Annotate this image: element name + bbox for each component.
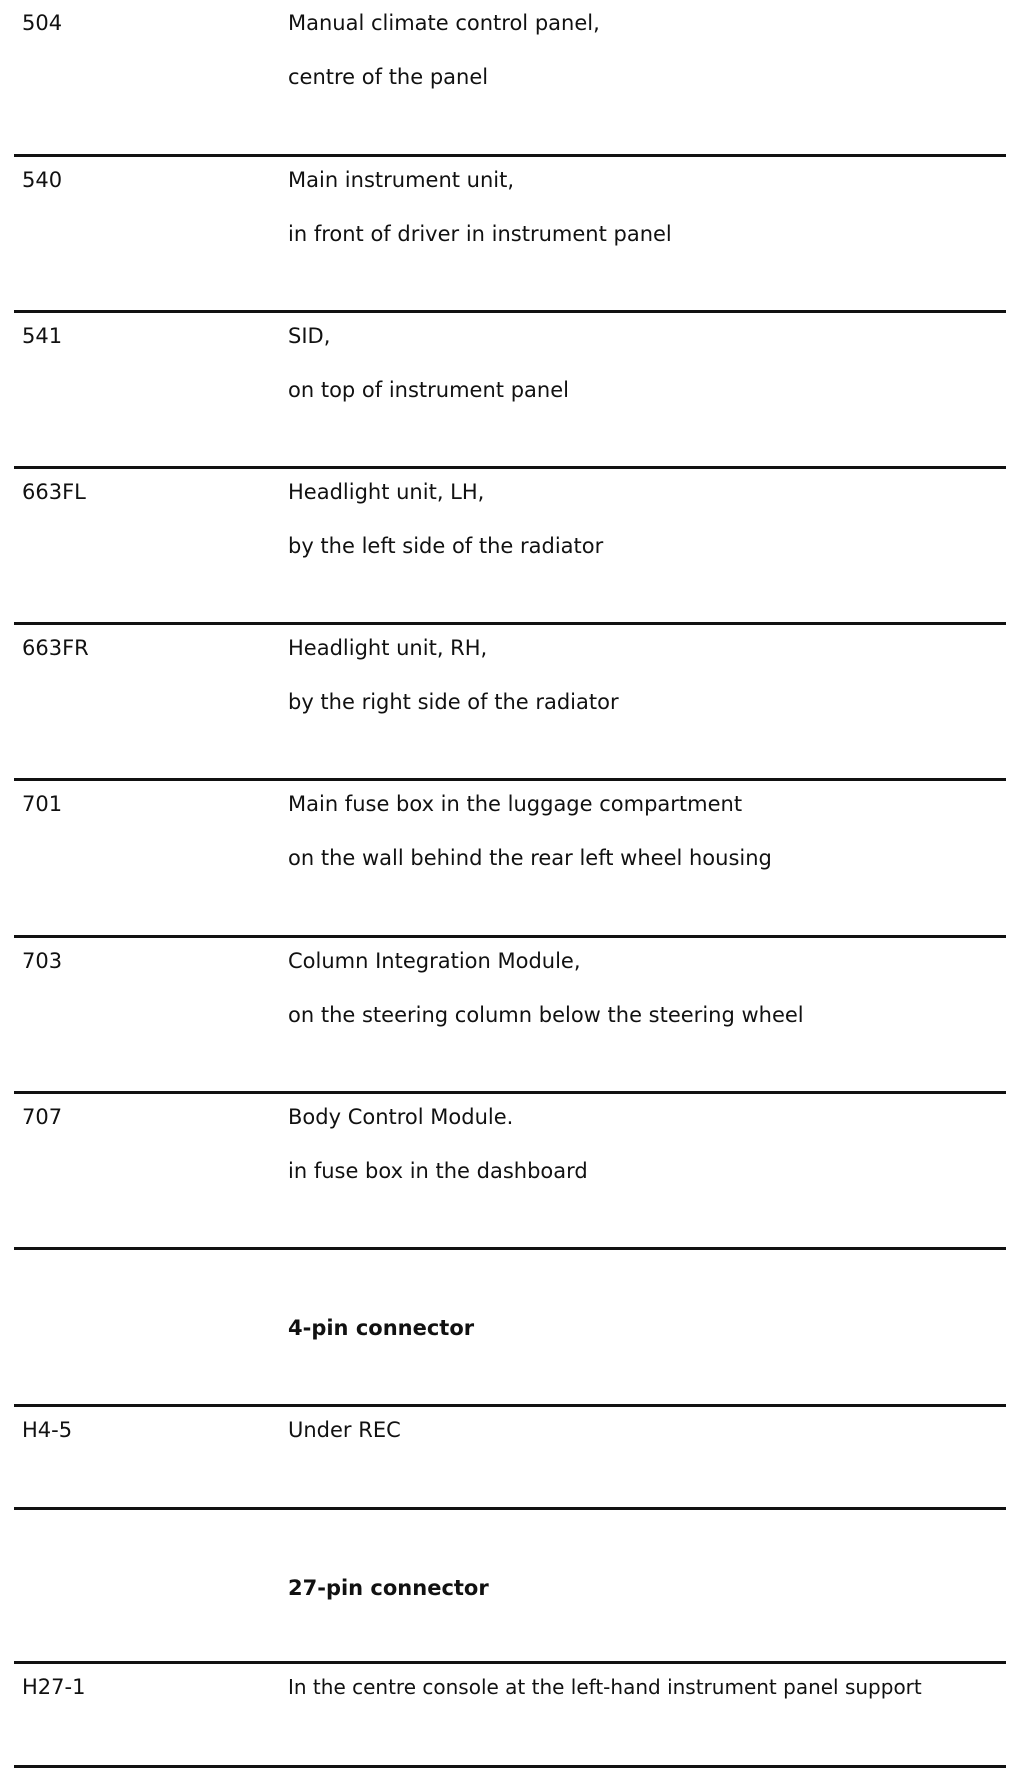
- connector-location: In the centre console at the left-hand instrument panel support: [288, 1675, 922, 1699]
- component-code: 701: [22, 792, 63, 816]
- component-name: Headlight unit, LH,: [288, 480, 485, 504]
- component-location: on top of instrument panel: [288, 378, 569, 402]
- table-row: [14, 157, 1006, 312]
- component-name: Manual climate control panel,: [288, 11, 600, 35]
- component-location: centre of the panel: [288, 65, 489, 89]
- component-code: 540: [22, 168, 63, 192]
- table-row: [14, 469, 1006, 624]
- section-heading-row: [14, 1250, 1006, 1405]
- component-name: Main instrument unit,: [288, 168, 515, 192]
- component-name: Body Control Module.: [288, 1105, 514, 1129]
- component-name: Main fuse box in the luggage compartment: [288, 792, 743, 816]
- section-heading-row: [14, 1510, 1006, 1665]
- component-code: 703: [22, 949, 63, 973]
- table-row: [14, 0, 1006, 155]
- component-location: in front of driver in instrument panel: [288, 222, 672, 246]
- component-name: Headlight unit, RH,: [288, 636, 488, 660]
- component-code: 504: [22, 11, 63, 35]
- component-location: by the right side of the radiator: [288, 690, 619, 714]
- component-location: in fuse box in the dashboard: [288, 1159, 588, 1183]
- component-code: 707: [22, 1105, 63, 1129]
- section-heading: 4-pin connector: [288, 1316, 475, 1340]
- component-name: SID,: [288, 324, 331, 348]
- connector-code: H4-5: [22, 1418, 73, 1442]
- table-row: [14, 625, 1006, 780]
- table-row: [14, 313, 1006, 468]
- table-row: [14, 1094, 1006, 1249]
- table-row: [14, 1664, 1006, 1766]
- component-location: on the wall behind the rear left wheel housing: [288, 846, 772, 870]
- row-divider: [14, 1765, 1006, 1768]
- connector-location: Under REC: [288, 1418, 401, 1442]
- table-row: [14, 781, 1006, 936]
- connector-code: H27-1: [22, 1675, 86, 1699]
- component-location: on the steering column below the steering wheel: [288, 1003, 804, 1027]
- component-code: 663FL: [22, 480, 86, 504]
- table-row: [14, 938, 1006, 1093]
- component-location: by the left side of the radiator: [288, 534, 604, 558]
- component-code: 541: [22, 324, 63, 348]
- component-code: 663FR: [22, 636, 89, 660]
- component-name: Column Integration Module,: [288, 949, 581, 973]
- table-row: [14, 1407, 1006, 1509]
- section-heading: 27-pin connector: [288, 1576, 489, 1600]
